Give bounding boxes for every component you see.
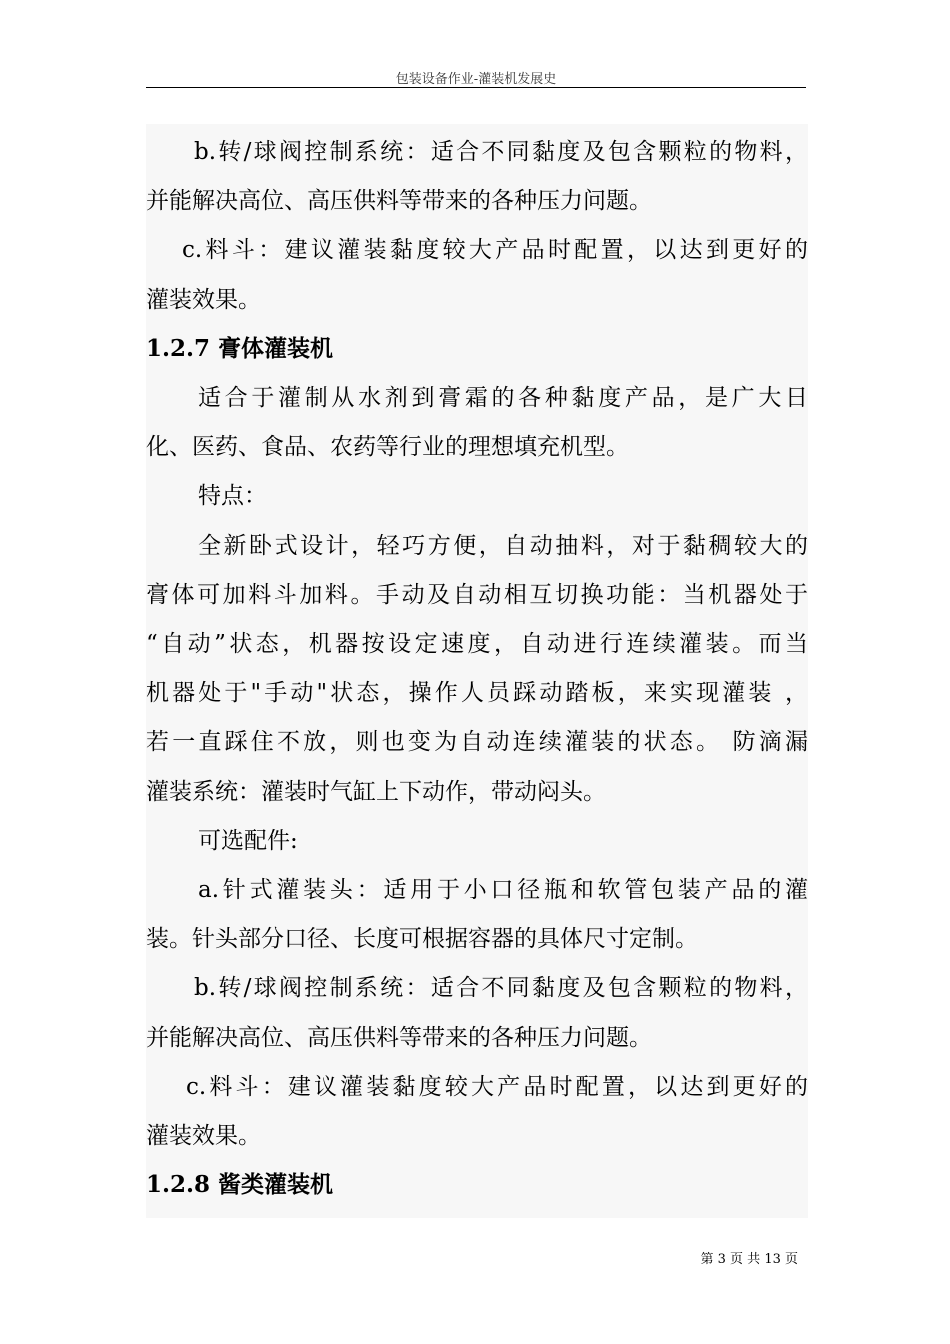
page-number: 第 3 页 共 13 页	[700, 1252, 798, 1267]
section-heading: 1.2.7 膏体灌装机	[146, 334, 334, 362]
text-line: 灌装系统：灌装时气缸上下动作，带动闷头。	[146, 778, 606, 805]
text-line: 并能解决高位、高压供料等带来的各种压力问题。	[146, 188, 652, 215]
text-line: 装。针头部分口径、长度可根据容器的具体尺寸定制。	[146, 926, 698, 953]
text-line: 化、医药、食品、农药等行业的理想填充机型。	[146, 434, 629, 461]
text-line: “自动”状态，机器按设定速度，自动进行连续灌装。而当	[146, 631, 808, 657]
text-line: c.料斗：建议灌装黏度较大产品时配置，以达到更好的	[182, 237, 808, 264]
header-rule	[146, 87, 806, 88]
text-line: 灌装效果。	[146, 1123, 261, 1149]
document-body	[146, 124, 808, 1218]
page-header: 包装设备作业-灌装机发展史	[395, 72, 557, 87]
text-line: 并能解决高位、高压供料等带来的各种压力问题。	[146, 1024, 652, 1051]
text-line: 膏体可加料斗加料。手动及自动相互切换功能：当机器处于	[146, 581, 808, 608]
text-line: 全新卧式设计，轻巧方便，自动抽料，对于黏稠较大的	[198, 532, 808, 559]
text-line: 适合于灌制从水剂到膏霜的各种黏度产品，是广大日	[198, 385, 808, 411]
text-line: 若一直踩住不放，则也变为自动连续灌装的状态。 防滴漏	[146, 729, 808, 756]
text-line: 特点：	[198, 483, 267, 510]
text-line: a.针式灌装头：适用于小口径瓶和软管包装产品的灌	[198, 877, 808, 903]
text-line: 灌装效果。	[146, 286, 261, 313]
section-heading: 1.2.8 酱类灌装机	[146, 1171, 334, 1199]
text-line: b.转/球阀控制系统：适合不同黏度及包含颗粒的物料，	[194, 139, 808, 165]
text-line: b.转/球阀控制系统：适合不同黏度及包含颗粒的物料，	[194, 975, 808, 1002]
text-line: 机器处于"手动"状态，操作人员踩动踏板，来实现灌装 ，	[146, 680, 808, 707]
text-line: c.料斗：建议灌装黏度较大产品时配置，以达到更好的	[186, 1073, 808, 1100]
text-line: 可选配件:	[198, 827, 298, 854]
